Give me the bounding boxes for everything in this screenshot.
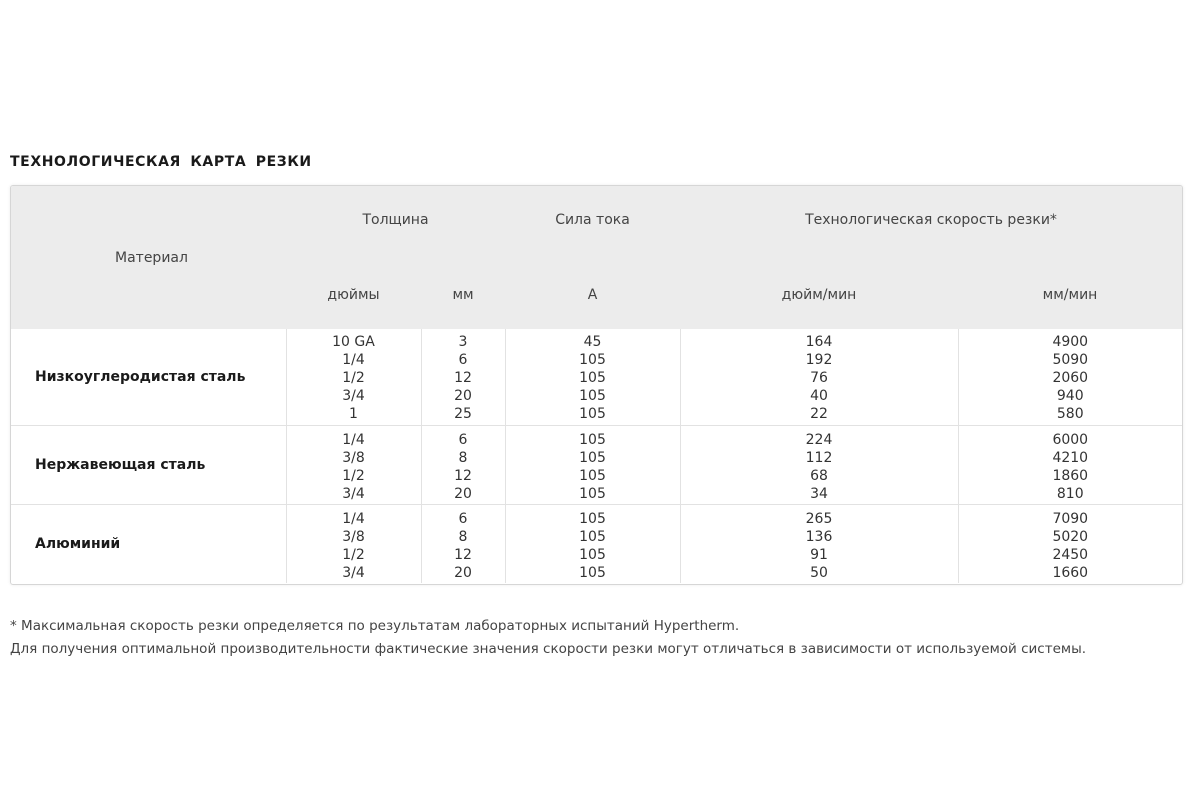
header-ipm: дюйм/мин <box>781 287 857 303</box>
mm-value: 25 <box>454 406 472 422</box>
material-cell: Низкоуглеродистая сталь <box>35 369 246 385</box>
ipm-value: 68 <box>810 468 828 484</box>
mmpm-value: 940 <box>1056 388 1084 404</box>
table-row <box>11 505 1182 584</box>
amp-list <box>506 505 680 582</box>
mm-value: 6 <box>458 432 468 448</box>
amp-value: 105 <box>579 432 606 448</box>
inches-list <box>287 505 421 582</box>
amp-value: 105 <box>579 450 606 466</box>
amp-value: 105 <box>579 511 606 527</box>
header-mmpm: мм/мин <box>1042 287 1098 303</box>
ipm-value: 136 <box>805 529 833 545</box>
mmpm-value: 6000 <box>1052 432 1089 448</box>
amp-value: 105 <box>579 486 606 502</box>
amp-value: 105 <box>579 406 606 422</box>
inches-value: 3/4 <box>342 486 365 502</box>
inches-cell <box>286 329 421 426</box>
mmpm-list <box>959 426 1183 503</box>
inches-value: 3/8 <box>342 529 365 545</box>
mm-list <box>422 329 505 423</box>
ipm-value: 265 <box>805 511 833 527</box>
mm-value: 12 <box>454 370 472 386</box>
ipm-value: 91 <box>810 547 828 563</box>
amp-value: 105 <box>579 352 606 368</box>
ipm-value: 192 <box>805 352 833 368</box>
ipm-cell <box>680 329 958 426</box>
inches-value: 1/2 <box>342 547 365 563</box>
inches-cell <box>286 426 421 505</box>
mmpm-value: 4900 <box>1052 334 1089 350</box>
amp-value: 105 <box>579 529 606 545</box>
ipm-cell <box>680 505 958 584</box>
mmpm-value: 5090 <box>1052 352 1089 368</box>
mmpm-value: 4210 <box>1052 450 1089 466</box>
ipm-list <box>681 329 958 423</box>
header-mm: мм <box>452 287 474 303</box>
inches-list <box>287 426 421 503</box>
mmpm-cell <box>958 505 1182 584</box>
amp-value: 105 <box>579 370 606 386</box>
amp-value: 105 <box>579 388 606 404</box>
mm-value: 12 <box>454 547 472 563</box>
mm-cell <box>421 426 505 505</box>
mmpm-cell <box>958 329 1182 426</box>
header-thickness: Толщина <box>362 212 429 228</box>
inches-value: 1/2 <box>342 468 365 484</box>
inches-value: 10 GA <box>332 334 375 350</box>
inches-value: 1 <box>349 406 358 422</box>
mm-cell <box>421 505 505 584</box>
ipm-value: 112 <box>805 450 833 466</box>
ipm-cell <box>680 426 958 505</box>
amp-cell <box>505 505 680 584</box>
page-title: ТЕХНОЛОГИЧЕСКАЯ КАРТА РЕЗКИ <box>10 154 312 170</box>
table-header <box>11 186 1182 329</box>
amp-value: 105 <box>579 565 606 581</box>
amp-value: 105 <box>579 547 606 563</box>
inches-value: 1/4 <box>342 511 365 527</box>
mm-value: 20 <box>454 388 472 404</box>
mmpm-value: 580 <box>1056 406 1084 422</box>
mmpm-value: 2060 <box>1052 370 1089 386</box>
table-row <box>11 329 1182 426</box>
inches-cell <box>286 505 421 584</box>
amp-cell <box>505 329 680 426</box>
mmpm-list <box>959 329 1183 423</box>
inches-value: 1/2 <box>342 370 365 386</box>
ipm-value: 224 <box>805 432 833 448</box>
amp-list <box>506 426 680 503</box>
mm-value: 8 <box>458 450 468 466</box>
mm-value: 6 <box>458 352 468 368</box>
mm-value: 3 <box>458 334 468 350</box>
inches-list <box>287 329 421 423</box>
ipm-list <box>681 426 958 503</box>
mmpm-cell <box>958 426 1182 505</box>
mmpm-value: 2450 <box>1052 547 1089 563</box>
ipm-value: 40 <box>810 388 828 404</box>
ipm-value: 76 <box>810 370 828 386</box>
mm-value: 6 <box>458 511 468 527</box>
material-cell: Нержавеющая сталь <box>11 426 286 505</box>
mmpm-value: 1860 <box>1052 468 1089 484</box>
ipm-list <box>681 505 958 582</box>
table-row <box>11 426 1182 505</box>
amp-list <box>506 329 680 423</box>
table-body <box>11 329 1182 583</box>
mmpm-value: 7090 <box>1052 511 1089 527</box>
material-cell: Алюминий <box>11 505 286 584</box>
ipm-value: 34 <box>810 486 828 502</box>
cutting-table <box>11 186 1182 583</box>
mm-list <box>422 505 505 582</box>
mmpm-value: 1660 <box>1052 565 1089 581</box>
mmpm-list <box>959 505 1183 582</box>
footnote-performance: Для получения оптимальной производительности фактические значения скорости резки могут отличаться в зависимости от используемой системы. <box>10 641 1087 657</box>
mm-value: 12 <box>454 468 472 484</box>
amp-cell <box>505 426 680 505</box>
amp-value: 45 <box>583 334 602 350</box>
mm-value: 20 <box>454 565 472 581</box>
inches-value: 1/4 <box>342 432 365 448</box>
ipm-value: 50 <box>810 565 828 581</box>
header-current: Сила тока <box>555 212 630 228</box>
header-inches: дюймы <box>327 287 380 303</box>
footnote-max-speed: * Максимальная скорость резки определяется по результатам лабораторных испытаний Hypertherm. <box>10 618 740 634</box>
inches-value: 3/8 <box>342 450 365 466</box>
cutting-chart-table <box>10 185 1183 585</box>
inches-value: 1/4 <box>342 352 365 368</box>
mmpm-value: 5020 <box>1052 529 1089 545</box>
mm-cell <box>421 329 505 426</box>
mm-value: 20 <box>454 486 472 502</box>
header-material: Материал <box>115 249 188 266</box>
mmpm-value: 810 <box>1056 486 1084 502</box>
header-speed: Технологическая скорость резки* <box>805 212 1057 228</box>
header-amp: А <box>587 287 598 303</box>
mm-value: 8 <box>458 529 468 545</box>
ipm-value: 22 <box>810 406 828 422</box>
amp-value: 105 <box>579 468 606 484</box>
mm-list <box>422 426 505 503</box>
inches-value: 3/4 <box>342 565 365 581</box>
inches-value: 3/4 <box>342 388 365 404</box>
ipm-value: 164 <box>805 334 833 350</box>
